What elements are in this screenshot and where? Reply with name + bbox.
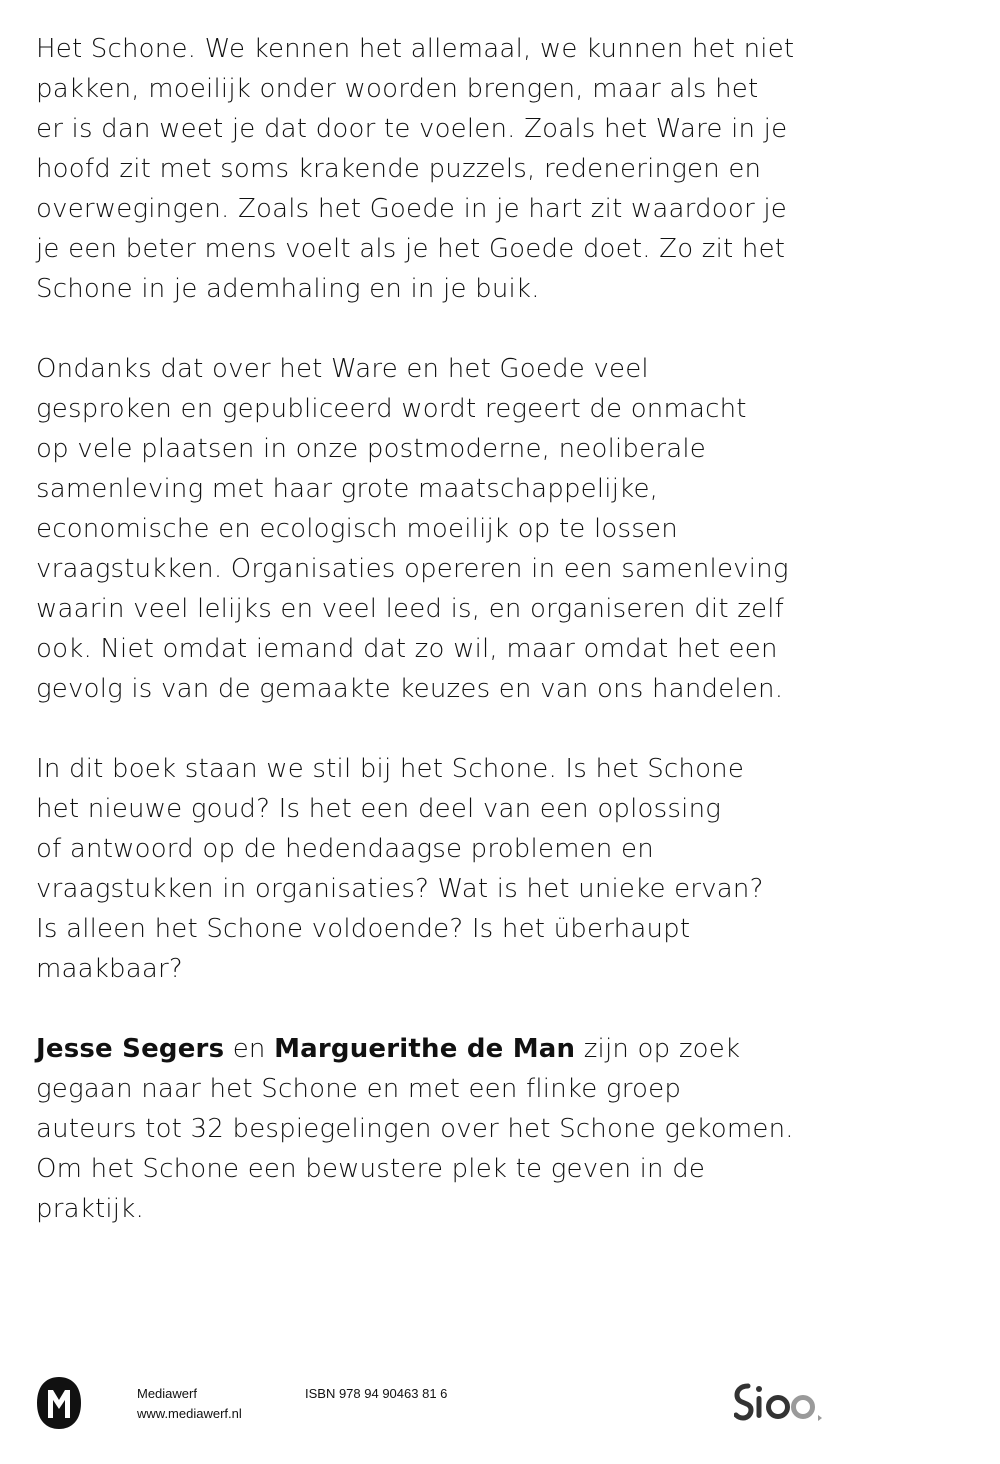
paragraph-1 <box>36 29 856 309</box>
text-line: hoofd zit met soms krakende puzzels, redeneringen en <box>36 154 762 184</box>
author-name-marguerithe-de-man: Marguerithe de Man <box>274 1034 576 1064</box>
mediawerf-m-icon <box>36 1376 82 1430</box>
text-line: gegaan naar het Schone en met een flinke groep <box>36 1074 682 1104</box>
author-name-jesse-segers: Jesse Segers <box>36 1034 225 1064</box>
text-line: Het Schone. We kennen het allemaal, we kunnen het niet <box>36 34 795 64</box>
back-cover-text <box>36 29 856 1269</box>
text-line: pakken, moeilijk onder woorden brengen, maar als het <box>36 74 759 104</box>
text-line: economische en ecologisch moeilijk op te lossen <box>36 514 678 544</box>
text-line: het nieuwe goud? Is het een deel van een oplossing <box>36 794 722 824</box>
isbn-number: ISBN 978 94 90463 81 6 <box>305 1386 448 1401</box>
text-line: er is dan weet je dat door te voelen. Zoals het Ware in je <box>36 114 788 144</box>
text-line-authors <box>36 1029 856 1069</box>
text-line: Om het Schone een bewustere plek te geven in de <box>36 1154 706 1184</box>
text-line: In dit boek staan we stil bij het Schone. Is het Schone <box>36 754 745 784</box>
text-line: op vele plaatsen in onze postmoderne, neoliberale <box>36 434 706 464</box>
text-line: ook. Niet omdat iemand dat zo wil, maar omdat het een <box>36 634 778 664</box>
text-line: Schone in je ademhaling en in je buik. <box>36 274 540 304</box>
text-line: vraagstukken. Organisaties opereren in een samenleving <box>36 554 789 584</box>
publisher-name: Mediawerf <box>137 1386 197 1401</box>
text-line: waarin veel lelijks en veel leed is, en organiseren dit zelf <box>36 594 785 624</box>
text-line: of antwoord op de hedendaagse problemen en <box>36 834 654 864</box>
paragraph-3 <box>36 749 856 989</box>
text-line: Is alleen het Schone voldoende? Is het überhaupt <box>36 914 691 944</box>
text-line: maakbaar? <box>36 954 183 984</box>
paragraph-2 <box>36 349 856 709</box>
publisher-info <box>137 1384 242 1424</box>
paragraph-4 <box>36 1029 856 1229</box>
text-line: Ondanks dat over het Ware en het Goede veel <box>36 354 649 384</box>
text-line: auteurs tot 32 bespiegelingen over het Schone gekomen. <box>36 1114 794 1144</box>
sioo-logo-icon <box>734 1383 844 1423</box>
text-line: gevolg is van de gemaakte keuzes en van ons handelen. <box>36 674 784 704</box>
text-line: gesproken en gepubliceerd wordt regeert de onmacht <box>36 394 747 424</box>
publisher-url: www.mediawerf.nl <box>137 1406 242 1421</box>
author-connector: en <box>224 1034 275 1064</box>
text-line: je een beter mens voelt als je het Goede doet. Zo zit het <box>36 234 786 264</box>
text-line: overwegingen. Zoals het Goede in je hart zit waardoor je <box>36 194 787 224</box>
text-line: vraagstukken in organisaties? Wat is het unieke ervan? <box>36 874 764 904</box>
text-line: samenleving met haar grote maatschappelijke, <box>36 474 659 504</box>
author-line-rest: zijn op zoek <box>575 1034 741 1064</box>
text-line: praktijk. <box>36 1194 144 1224</box>
